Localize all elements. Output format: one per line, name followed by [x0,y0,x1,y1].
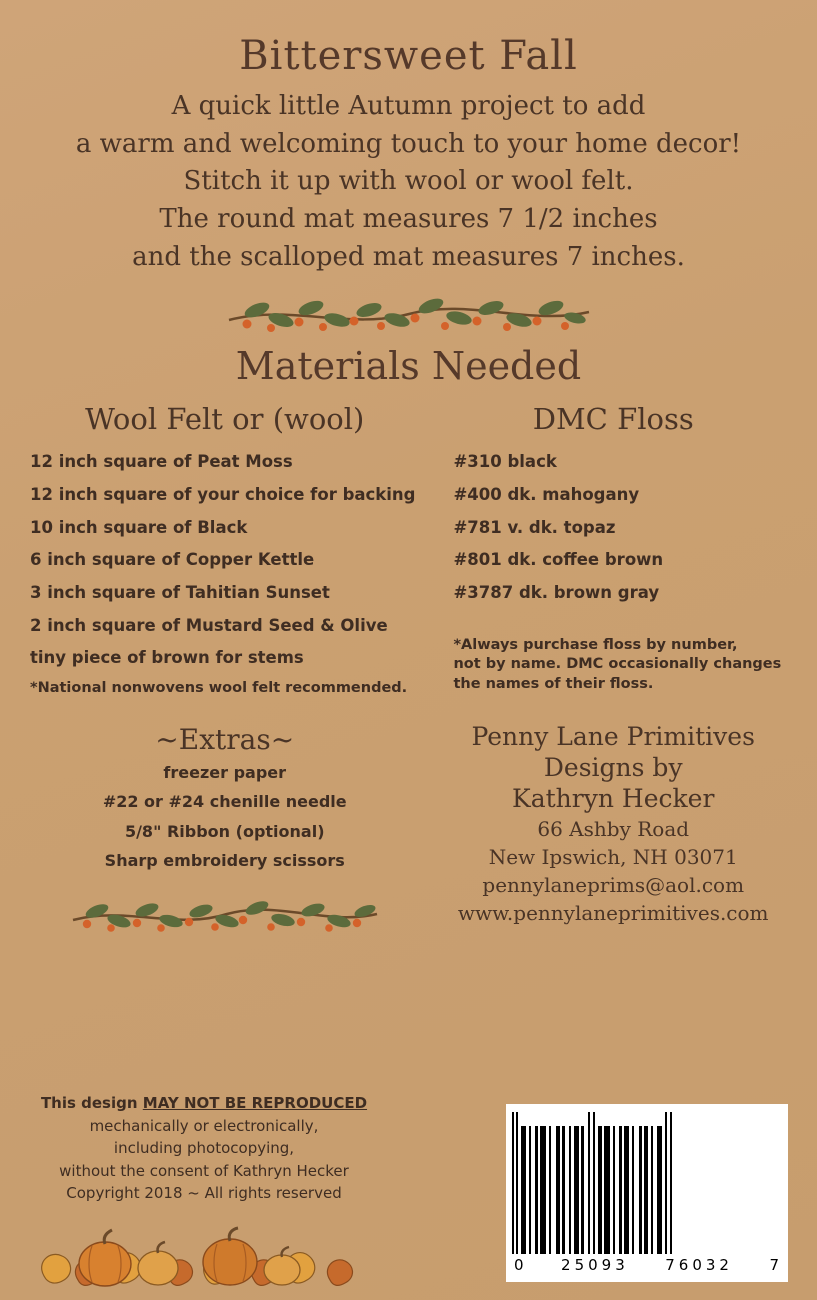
list-item: 3 inch square of Tahitian Sunset [30,583,330,603]
extras-column [20,699,429,938]
vine-divider-bottom [20,894,429,938]
publisher-designs-by: Designs by [543,752,683,782]
publisher-name: Penny Lane Primitives [471,721,755,751]
publisher-column [429,699,797,938]
intro-line-4: The round mat measures 7 1/2 inches [159,204,658,235]
intro-line-3: Stitch it up with wool or wool felt. [183,166,634,197]
copyright-line-1a: This design [40,1094,143,1112]
list-item: #400 dk. mahogany [453,485,640,505]
list-item: 10 inch square of Black [30,517,248,537]
copyright-block [14,1092,394,1205]
list-item: 6 inch square of Copper Kettle [30,550,315,570]
bittersweet-vine-icon [65,894,385,938]
publisher-block [429,721,797,927]
page-title: Bittersweet Fall [239,33,578,79]
wool-list [20,446,429,675]
list-item: #310 black [453,452,557,472]
list-item: tiny piece of brown for stems [30,648,304,668]
barcode-bars [512,1112,782,1254]
publisher-website[interactable]: www.pennylaneprimitives.com [457,901,769,926]
wool-column [20,402,429,698]
wool-note: *National nonwovens wool felt recommended. [30,680,408,697]
barcode-left-digit: 0 [514,1256,525,1274]
list-item: freezer paper [163,762,287,782]
footer [0,1080,817,1300]
floss-note-line-3: the names of their floss. [453,675,654,692]
extras-publisher-columns [0,699,817,938]
pumpkin-leaf-illustration [30,1210,360,1294]
list-item: #781 v. dk. topaz [453,517,616,537]
barcode-digits [506,1254,788,1274]
intro-line-1: A quick little Autumn project to add [171,91,646,121]
intro-line-5: and the scalloped mat measures 7 inches. [132,241,685,272]
vine-divider-top [0,290,817,338]
floss-note-line-2: not by name. DMC occasionally changes [453,656,782,673]
list-item: Sharp embroidery scissors [104,851,345,871]
list-item: 2 inch square of Mustard Seed & Olive [30,615,388,635]
barcode [506,1104,788,1282]
list-item: #22 or #24 chenille needle [102,792,347,812]
publisher-street: 66 Ashby Road [537,817,690,842]
list-item: #801 dk. coffee brown [453,550,664,570]
bittersweet-vine-icon [219,290,599,338]
intro-line-2: a warm and welcoming touch to your home decor! [75,128,742,159]
floss-heading: DMC Floss [532,402,694,437]
copyright-emphasis: MAY NOT BE REPRODUCED [142,1094,368,1112]
copyright-line-4: without the consent of Kathryn Hecker [59,1161,349,1180]
list-item: 12 inch square of your choice for backing [30,485,416,505]
floss-note-line-1: *Always purchase floss by number, [453,636,738,653]
floss-note [429,636,797,695]
floss-list [429,446,797,609]
materials-columns [0,402,817,698]
copyright-line-2: mechanically or electronically, [89,1116,319,1135]
materials-heading: Materials Needed [235,344,582,389]
extras-heading: ~Extras~ [155,722,295,756]
barcode-group-2: 76032 [665,1256,733,1274]
list-item: #3787 dk. brown gray [453,583,660,603]
barcode-group-1: 25093 [561,1256,629,1274]
extras-list [20,758,429,876]
intro-text [0,88,817,276]
list-item: 12 inch square of Peat Moss [30,452,293,472]
publisher-city: New Ipswich, NH 03071 [488,845,738,870]
copyright-line-3: including photocopying, [113,1139,295,1157]
copyright-line-1 [14,1092,394,1115]
copyright-line-5: Copyright 2018 ~ All rights reserved [66,1184,342,1202]
autumn-pumpkins-icon [30,1210,360,1290]
barcode-right-digit: 7 [769,1256,780,1274]
publisher-designer: Kathryn Hecker [512,784,715,814]
list-item: 5/8" Ribbon (optional) [124,821,325,841]
wool-heading: Wool Felt or (wool) [85,402,365,437]
publisher-email[interactable]: pennylaneprims@aol.com [482,873,745,898]
floss-column [429,402,797,698]
